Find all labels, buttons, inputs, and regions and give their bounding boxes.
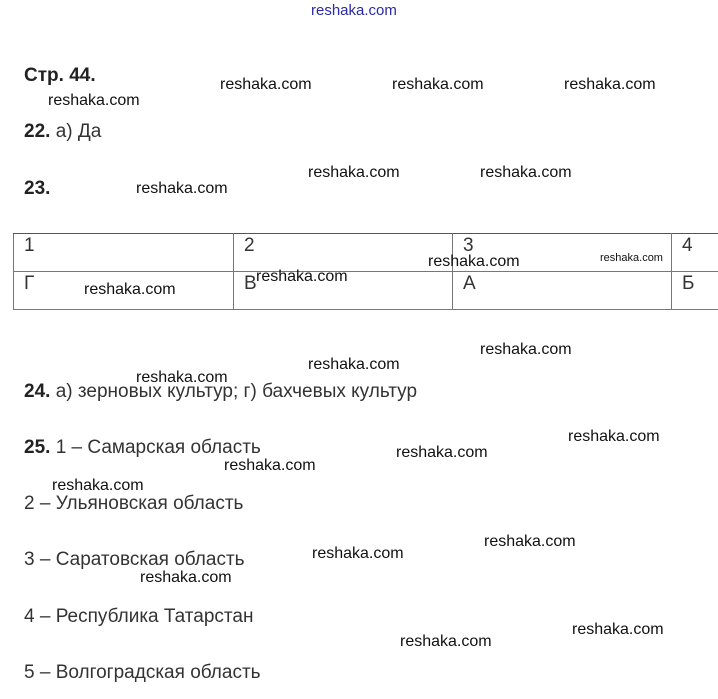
watermark: reshaka.com: [400, 633, 492, 650]
watermark: reshaka.com: [428, 253, 520, 270]
table-cell: 4: [672, 234, 718, 272]
answer-23: [24, 178, 50, 200]
page-header: Стр. 44.: [24, 65, 96, 86]
watermark: reshaka.com: [564, 76, 656, 93]
table-cell: Г: [14, 272, 234, 310]
watermark: reshaka.com: [84, 281, 176, 298]
watermark: reshaka.com: [480, 164, 572, 181]
table-cell: 2: [234, 234, 453, 272]
watermark: reshaka.com: [484, 533, 576, 550]
table-cell: 3: [453, 234, 672, 272]
watermark: reshaka.com: [308, 164, 400, 181]
watermark: reshaka.com: [600, 252, 663, 264]
watermark: reshaka.com: [480, 341, 572, 358]
watermark: reshaka.com: [136, 180, 228, 197]
watermark: reshaka.com: [392, 76, 484, 93]
watermark: reshaka.com: [48, 92, 140, 109]
answer-25: [24, 437, 261, 459]
answer-25-item-3: 3 – Саратовская область: [24, 549, 245, 570]
answer-23-number: 23.: [24, 178, 51, 199]
answer-24-number: 24.: [24, 381, 51, 402]
watermark: reshaka.com: [256, 268, 348, 285]
answer-22-number: 22.: [24, 121, 51, 142]
answer-22: [24, 121, 101, 143]
table-cell: В: [234, 272, 453, 310]
answer-25-item-5: 5 – Волгоградская область: [24, 662, 261, 683]
watermark: reshaka.com: [136, 369, 228, 386]
watermark: reshaka.com: [308, 356, 400, 373]
watermark: reshaka.com: [572, 621, 664, 638]
site-link[interactable]: reshaka.com: [311, 2, 397, 19]
watermark: reshaka.com: [52, 477, 144, 494]
table-cell: А: [453, 272, 672, 310]
answer-25-item-2: 2 – Ульяновская область: [24, 493, 244, 514]
answer-22-text: а) Да: [50, 121, 102, 142]
watermark: reshaka.com: [140, 569, 232, 586]
table-cell: 1: [14, 234, 234, 272]
answer-25-number: 25.: [24, 437, 51, 458]
watermark: reshaka.com: [224, 457, 316, 474]
watermark: reshaka.com: [568, 428, 660, 445]
answer-24-text: а) зерновых культур; г) бахчевых культур: [50, 381, 418, 402]
answer-25-item-1: 1 – Самарская область: [55, 437, 261, 458]
watermark: reshaka.com: [312, 545, 404, 562]
watermark: reshaka.com: [396, 444, 488, 461]
table-cell: Б: [672, 272, 718, 310]
watermark: reshaka.com: [220, 76, 312, 93]
answer-25-item-4: 4 – Республика Татарстан: [24, 606, 254, 627]
